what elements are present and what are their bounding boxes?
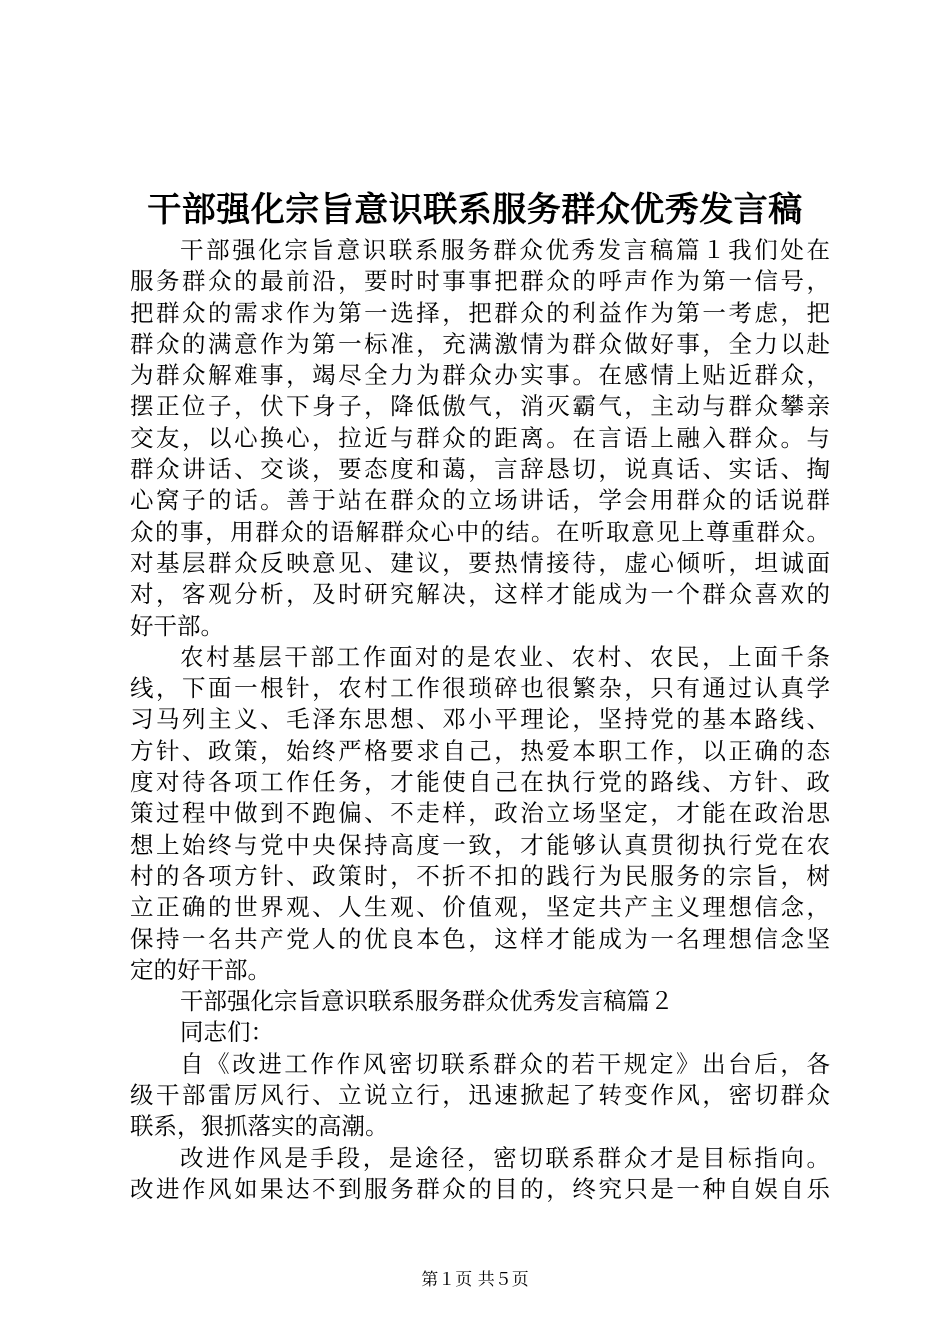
text-line: 立正确的世界观、人生观、价值观，坚定共产主义理想信念， — [130, 893, 830, 922]
text-line: 策过程中做到不跑偏、不走样，政治立场坚定，才能在政治思 — [130, 799, 830, 828]
text-line: 对基层群众反映意见、建议，要热情接待，虚心倾听，坦诚面 — [130, 548, 830, 577]
text-line: 级干部雷厉风行、立说立行，迅速掀起了转变作风，密切群众 — [130, 1081, 830, 1110]
text-line: 把群众的需求作为第一选择，把群众的利益作为第一考虑，把 — [130, 298, 830, 327]
text-line: 干部强化宗旨意识联系服务群众优秀发言稿篇２ — [180, 987, 674, 1016]
text-line: 心窝子的话。善于站在群众的立场讲话，学会用群众的话说群 — [130, 486, 830, 515]
text-line: 同志们： — [180, 1018, 274, 1047]
text-line: 自《改进工作作风密切联系群众的若干规定》出台后，各 — [180, 1049, 830, 1078]
text-line: 对，客观分析，及时研究解决，这样才能成为一个群众喜欢的 — [130, 580, 830, 609]
text-line: 村的各项方针、政策时，不折不扣的践行为民服务的宗旨，树 — [130, 861, 830, 890]
text-line: 群众讲话、交谈，要态度和蔼，言辞恳切，说真话、实话、掏 — [130, 455, 830, 484]
text-line: 保持一名共产党人的优良本色，这样才能成为一名理想信念坚 — [130, 924, 830, 953]
text-line: 为群众解难事，竭尽全力为群众办实事。在感情上贴近群众， — [130, 361, 830, 390]
text-line: 交友，以心换心，拉近与群众的距离。在言语上融入群众。与 — [130, 423, 830, 452]
text-line: 想上始终与党中央保持高度一致，才能够认真贯彻执行党在农 — [130, 830, 830, 859]
text-line: 众的事，用群众的语解群众心中的结。在听取意见上尊重群众。 — [130, 517, 830, 546]
text-line: 农村基层干部工作面对的是农业、农村、农民，上面千条 — [180, 642, 830, 671]
text-line: 摆正位子，伏下身子，降低傲气，消灭霸气，主动与群众攀亲 — [130, 392, 830, 421]
document-body — [130, 235, 830, 1205]
page-footer: 第１页 共５页 — [421, 1270, 529, 1290]
text-line: 线，下面一根针，农村工作很琐碎也很繁杂，只有通过认真学 — [130, 674, 830, 703]
text-line: 好干部。 — [130, 611, 224, 640]
text-line: 群众的满意作为第一标准，充满激情为群众做好事，全力以赴 — [130, 329, 830, 358]
text-line: 方针、政策，始终严格要求自己，热爱本职工作，以正确的态 — [130, 736, 830, 765]
document-title: 干部强化宗旨意识联系服务群众优秀发言稿 — [147, 190, 803, 230]
text-line: 定的好干部。 — [130, 955, 271, 984]
text-line: 改进作风是手段，是途径，密切联系群众才是目标指向。 — [180, 1143, 830, 1172]
text-line: 度对待各项工作任务，才能使自己在执行党的路线、方针、政 — [130, 768, 830, 797]
text-line: 干部强化宗旨意识联系服务群众优秀发言稿篇１我们处在 — [180, 236, 830, 264]
text-line: 联系，狠抓落实的高潮。 — [130, 1112, 389, 1141]
text-line: 习马列主义、毛泽东思想、邓小平理论，坚持党的基本路线、 — [130, 705, 830, 734]
text-line: 服务群众的最前沿，要时时事事把群众的呼声作为第一信号， — [130, 267, 830, 296]
text-line: 改进作风如果达不到服务群众的目的，终究只是一种自娱自乐 — [130, 1174, 830, 1203]
